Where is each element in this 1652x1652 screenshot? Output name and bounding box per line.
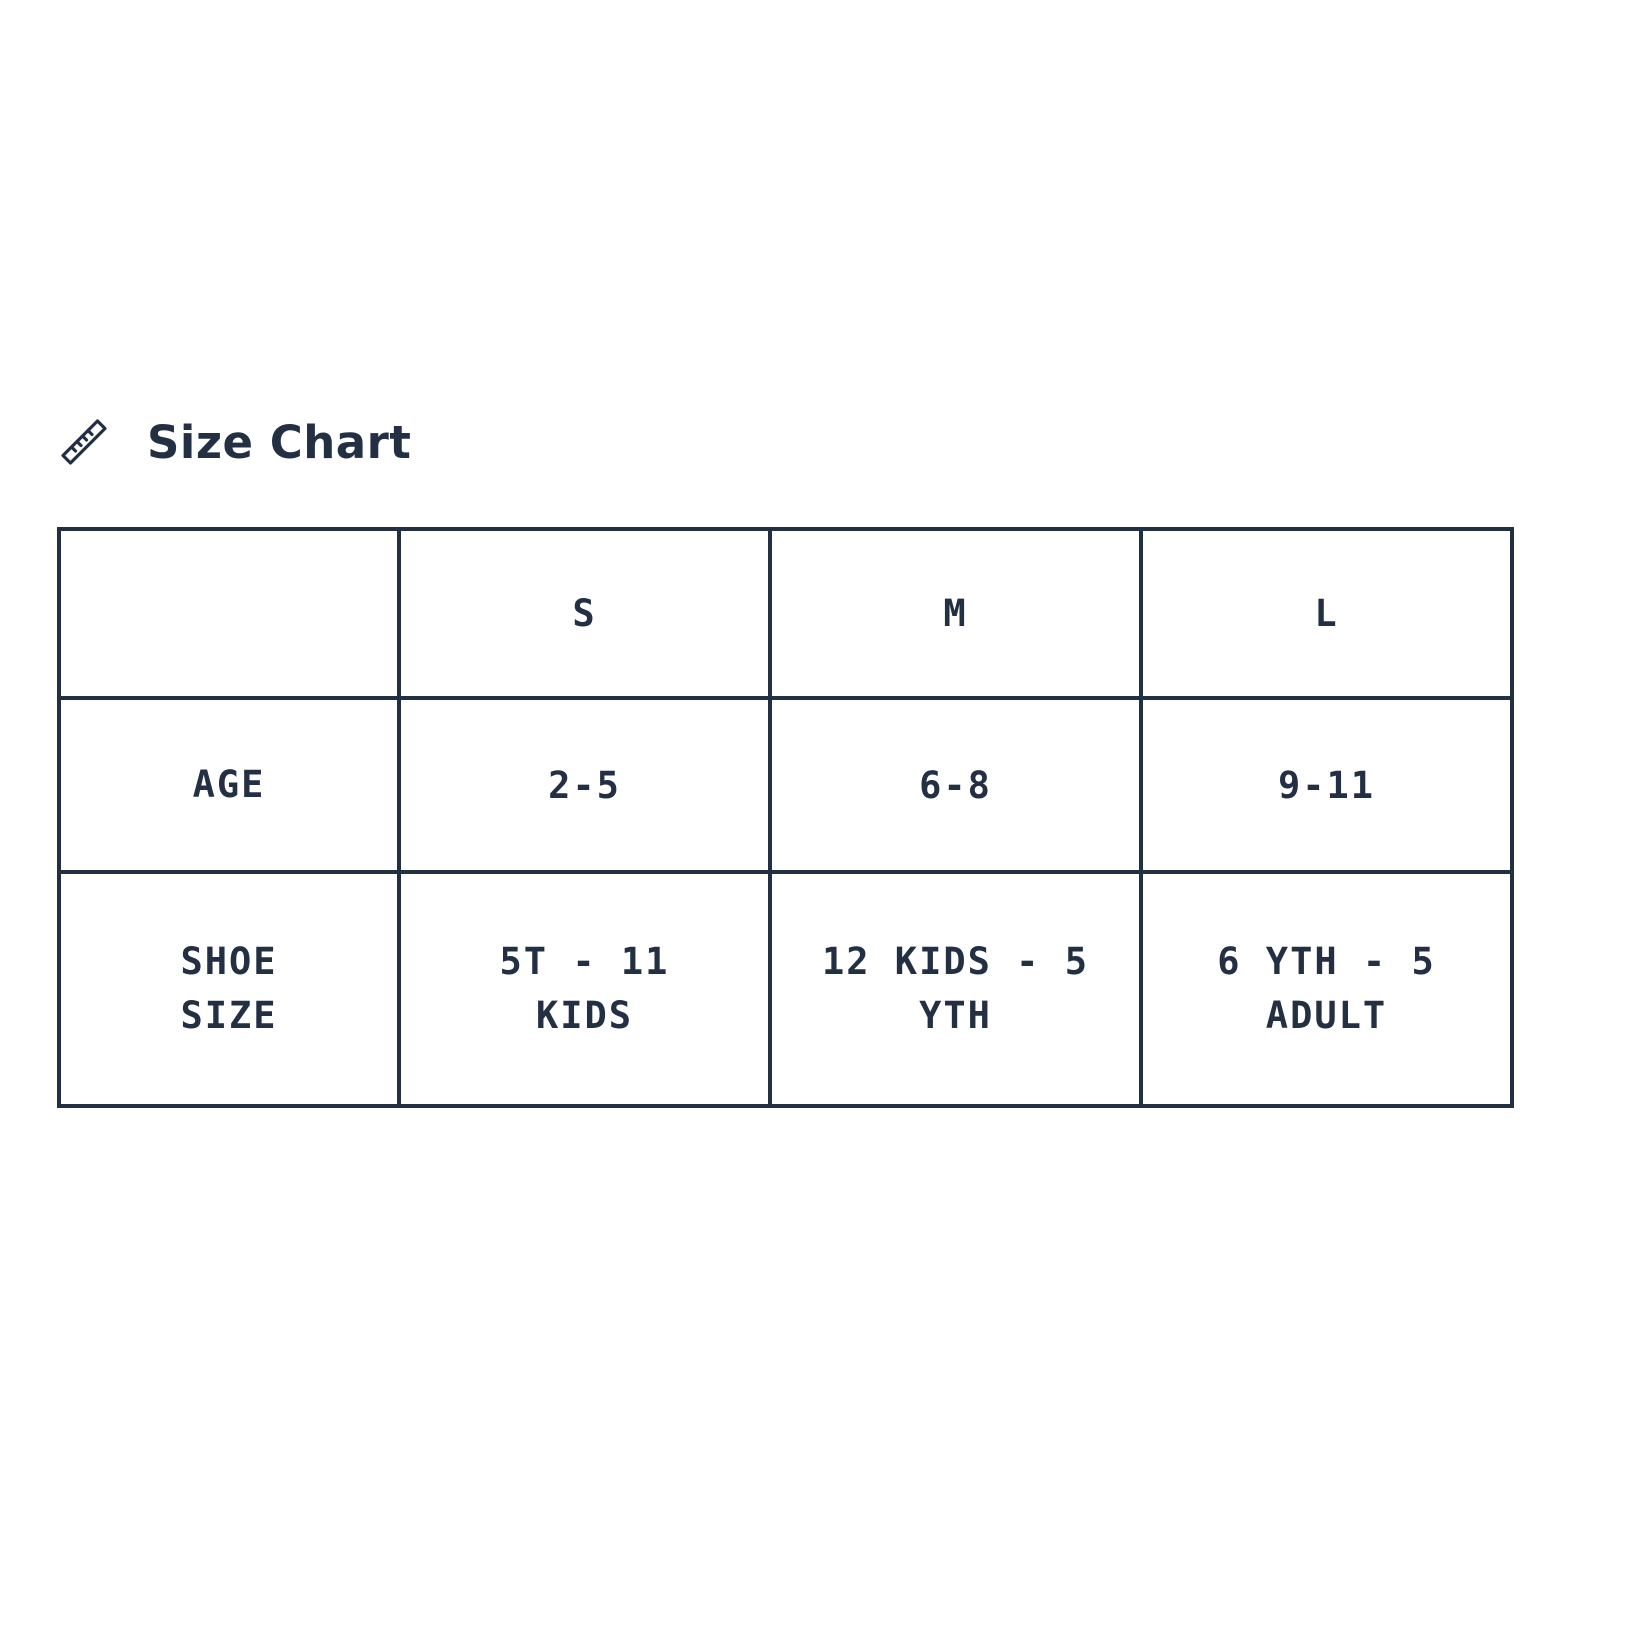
table-header-corner [59, 529, 399, 698]
table-row [59, 872, 1512, 1106]
cell-line: 5T - 11 [499, 940, 670, 984]
table-header-s: S [399, 529, 770, 698]
row-label-age: AGE [59, 698, 399, 872]
cell-line: 6-8 [919, 763, 992, 807]
cell-age-l [1141, 698, 1512, 872]
cell-line: ADULT [1265, 994, 1388, 1037]
table-header-m: M [770, 529, 1141, 698]
table-header-row [59, 529, 1512, 698]
cell-age-m [770, 698, 1141, 872]
cell-line: SHOE [180, 940, 278, 984]
table-header-l: L [1141, 529, 1512, 698]
cell-line: 2-5 [548, 763, 621, 807]
page-title: Size Chart [147, 415, 412, 469]
cell-line: 9-11 [1277, 763, 1376, 807]
cell-line: 6 YTH - 5 [1217, 940, 1436, 984]
cell-shoe-l [1141, 872, 1512, 1106]
cell-shoe-s [399, 872, 770, 1106]
table-row [59, 698, 1512, 872]
cell-age-s [399, 698, 770, 872]
cell-line: 12 KIDS - 5 [821, 940, 1090, 984]
ruler-icon [57, 415, 111, 469]
size-chart-header [57, 415, 1607, 469]
size-chart-content [57, 415, 1607, 1108]
size-chart-table [57, 527, 1514, 1108]
cell-line: SIZE [180, 994, 278, 1037]
cell-line: YTH [919, 994, 992, 1037]
cell-line: KIDS [535, 994, 634, 1037]
row-label-shoe-size [59, 872, 399, 1106]
cell-shoe-m [770, 872, 1141, 1106]
